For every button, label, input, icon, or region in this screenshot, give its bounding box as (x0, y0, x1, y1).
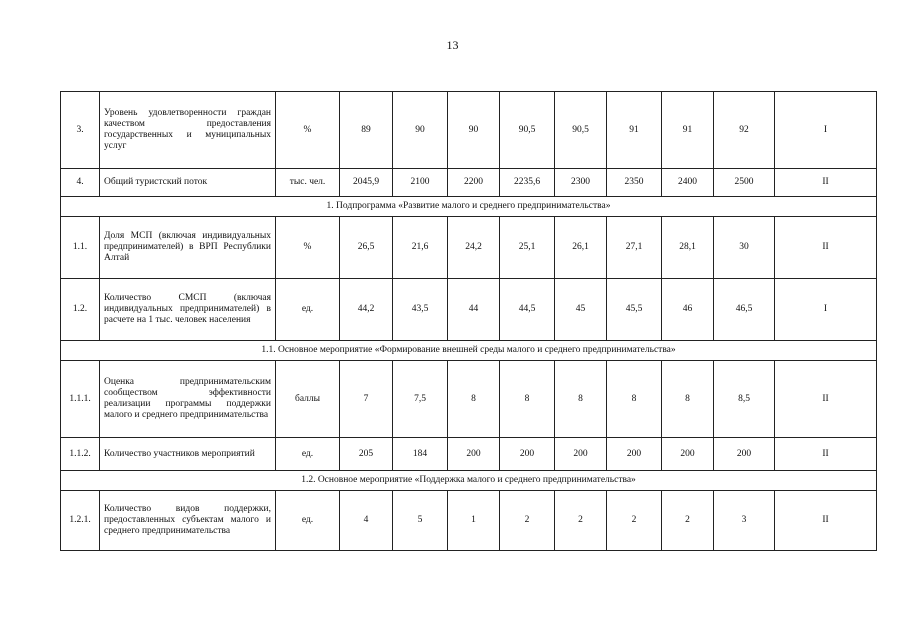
mark-cell: II (775, 438, 877, 471)
value-cell: 8 (607, 361, 662, 438)
value-cell: 2500 (714, 169, 775, 197)
section-title: 1. Подпрограмма «Развитие малого и среднего предпринимательства» (61, 197, 877, 217)
value-cell: 90,5 (555, 92, 607, 169)
value-cell: 46 (662, 279, 714, 341)
mark-cell: I (775, 92, 877, 169)
value-cell: 91 (662, 92, 714, 169)
table-row (61, 217, 877, 279)
value-cell: 8,5 (714, 361, 775, 438)
value-cell: 90 (393, 92, 448, 169)
value-cell: 90 (448, 92, 500, 169)
value-cell: 8 (500, 361, 555, 438)
value-cell: 3 (714, 491, 775, 551)
value-cell: 25,1 (500, 217, 555, 279)
mark-cell: II (775, 491, 877, 551)
value-cell: 2 (500, 491, 555, 551)
value-cell: 200 (607, 438, 662, 471)
row-number: 1.1.2. (61, 438, 100, 471)
indicator-name: Оценка предпринимательским сообществом эффективности реализации программы поддержки малого и среднего предпринимательства (100, 361, 276, 438)
value-cell: 200 (448, 438, 500, 471)
table-row (61, 438, 877, 471)
table-row (61, 279, 877, 341)
row-number: 4. (61, 169, 100, 197)
value-cell: 2045,9 (340, 169, 393, 197)
value-cell: 2400 (662, 169, 714, 197)
value-cell: 2 (555, 491, 607, 551)
value-cell: 5 (393, 491, 448, 551)
value-cell: 43,5 (393, 279, 448, 341)
section-title: 1.1. Основное мероприятие «Формирование внешней среды малого и среднего предпринимательства» (61, 341, 877, 361)
section-title: 1.2. Основное мероприятие «Поддержка малого и среднего предпринимательства» (61, 471, 877, 491)
value-cell: 4 (340, 491, 393, 551)
page-number: 13 (446, 38, 459, 52)
row-number: 3. (61, 92, 100, 169)
value-cell: 46,5 (714, 279, 775, 341)
mark-cell: II (775, 361, 877, 438)
value-cell: 205 (340, 438, 393, 471)
value-cell: 26,5 (340, 217, 393, 279)
mark-cell: II (775, 217, 877, 279)
value-cell: 2100 (393, 169, 448, 197)
indicator-name: Доля МСП (включая индивидуальных предпринимателей) в ВРП Республики Алтай (100, 217, 276, 279)
row-number: 1.2. (61, 279, 100, 341)
value-cell: 92 (714, 92, 775, 169)
value-cell: 91 (607, 92, 662, 169)
mark-cell: I (775, 279, 877, 341)
value-cell: 26,1 (555, 217, 607, 279)
value-cell: 7 (340, 361, 393, 438)
row-number: 1.1.1. (61, 361, 100, 438)
value-cell: 28,1 (662, 217, 714, 279)
indicator-name: Количество видов поддержки, предоставленных субъектам малого и среднего предпринимательства (100, 491, 276, 551)
value-cell: 90,5 (500, 92, 555, 169)
value-cell: 8 (555, 361, 607, 438)
value-cell: 2235,6 (500, 169, 555, 197)
value-cell: 1 (448, 491, 500, 551)
value-cell: 89 (340, 92, 393, 169)
section-row (61, 341, 877, 361)
value-cell: 45 (555, 279, 607, 341)
value-cell: 200 (714, 438, 775, 471)
unit-cell: ед. (276, 279, 340, 341)
value-cell: 24,2 (448, 217, 500, 279)
value-cell: 184 (393, 438, 448, 471)
value-cell: 2 (607, 491, 662, 551)
value-cell: 30 (714, 217, 775, 279)
unit-cell: баллы (276, 361, 340, 438)
value-cell: 2 (662, 491, 714, 551)
table-row (61, 361, 877, 438)
section-row (61, 471, 877, 491)
row-number: 1.1. (61, 217, 100, 279)
value-cell: 2200 (448, 169, 500, 197)
value-cell: 7,5 (393, 361, 448, 438)
table-row (61, 92, 877, 169)
unit-cell: % (276, 217, 340, 279)
section-row (61, 197, 877, 217)
indicator-name: Количество участников мероприятий (100, 438, 276, 471)
value-cell: 45,5 (607, 279, 662, 341)
table-row (61, 169, 877, 197)
mark-cell: II (775, 169, 877, 197)
value-cell: 44,2 (340, 279, 393, 341)
table-row (61, 491, 877, 551)
value-cell: 2350 (607, 169, 662, 197)
unit-cell: тыс. чел. (276, 169, 340, 197)
value-cell: 27,1 (607, 217, 662, 279)
value-cell: 8 (662, 361, 714, 438)
indicators-table (60, 91, 877, 551)
indicator-name: Общий туристский поток (100, 169, 276, 197)
unit-cell: ед. (276, 438, 340, 471)
value-cell: 44,5 (500, 279, 555, 341)
value-cell: 200 (662, 438, 714, 471)
value-cell: 2300 (555, 169, 607, 197)
unit-cell: % (276, 92, 340, 169)
value-cell: 44 (448, 279, 500, 341)
row-number: 1.2.1. (61, 491, 100, 551)
value-cell: 21,6 (393, 217, 448, 279)
value-cell: 200 (555, 438, 607, 471)
indicator-name: Количество СМСП (включая индивидуальных предпринимателей) в расчете на 1 тыс. человек населения (100, 279, 276, 341)
indicator-name: Уровень удовлетворенности граждан качеством предоставления государственных и муниципальных услуг (100, 92, 276, 169)
value-cell: 8 (448, 361, 500, 438)
unit-cell: ед. (276, 491, 340, 551)
value-cell: 200 (500, 438, 555, 471)
